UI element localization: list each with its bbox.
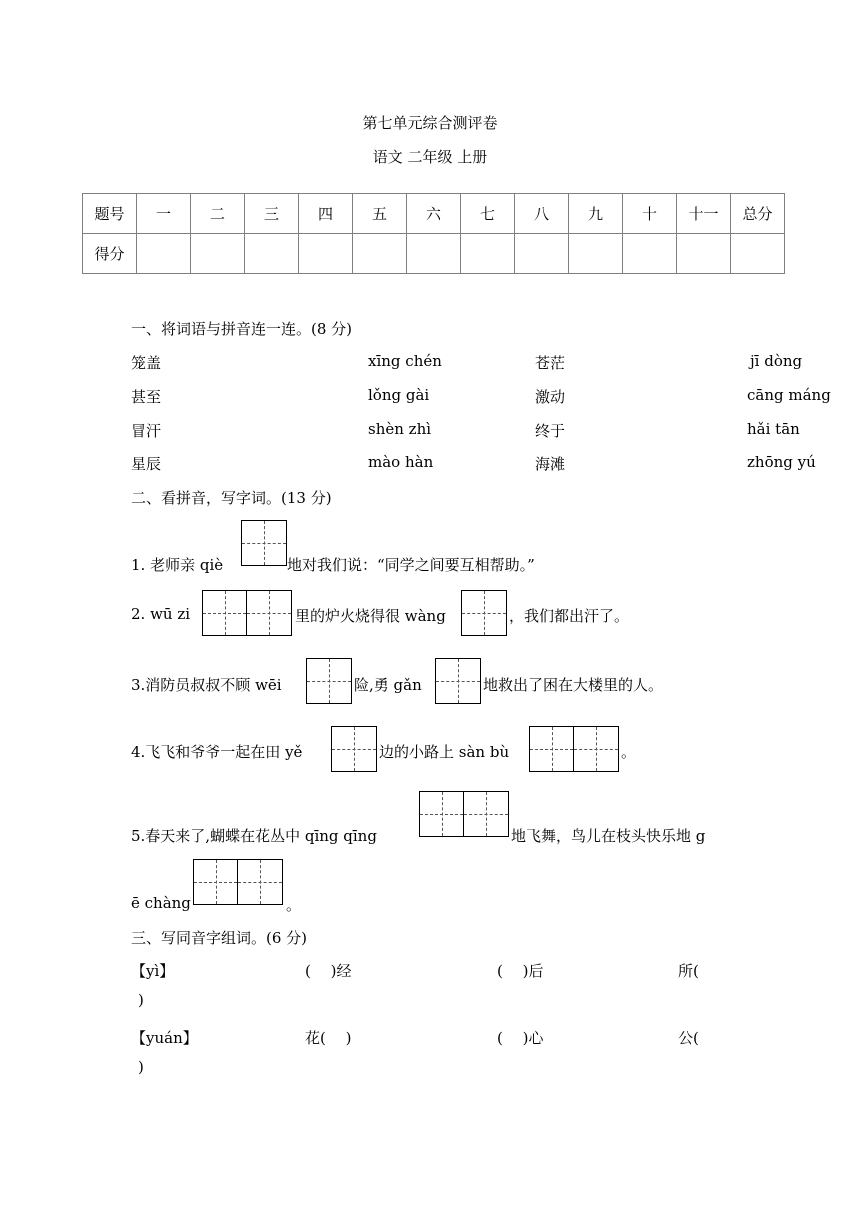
document-title: 第七单元综合测评卷 xyxy=(362,114,498,132)
question-text: ，我们都出汗了。 xyxy=(509,607,630,625)
word-item: 激动 xyxy=(535,388,566,406)
pinyin-item: lǒng gài xyxy=(368,386,430,404)
score-row-label: 得分 xyxy=(83,234,137,274)
word-item: 甚至 xyxy=(131,388,162,406)
question-text: 3.消防员叔叔不顾 wēi xyxy=(131,676,282,694)
pinyin-item: shèn zhì xyxy=(368,420,432,438)
question-text: 地对我们说：“同学之间要互相帮助。” xyxy=(287,556,535,574)
word-item: 苍茫 xyxy=(535,354,566,372)
score-cell xyxy=(191,234,245,274)
score-header-cell: 题号 xyxy=(83,194,137,234)
writing-box[interactable] xyxy=(241,520,287,566)
pinyin-item: hǎi tān xyxy=(747,420,800,438)
writing-box[interactable] xyxy=(461,590,507,636)
writing-box[interactable] xyxy=(529,726,619,772)
score-header-cell: 八 xyxy=(515,194,569,234)
question-text: 里的炉火烧得很 wàng xyxy=(295,607,446,625)
score-header-cell: 十一 xyxy=(677,194,731,234)
score-header-cell: 三 xyxy=(245,194,299,234)
word-item: 笼盖 xyxy=(131,354,162,372)
word-item: 终于 xyxy=(535,422,566,440)
question-text: ē chàng xyxy=(131,894,191,912)
homophone-blank-close: ) xyxy=(138,991,144,1009)
score-cell xyxy=(677,234,731,274)
question-text: 1. 老师亲 qiè xyxy=(131,556,224,574)
homophone-blank: 花( ) xyxy=(305,1029,352,1047)
word-item: 海滩 xyxy=(535,455,566,473)
score-cell xyxy=(731,234,785,274)
score-cell xyxy=(407,234,461,274)
score-header-cell: 六 xyxy=(407,194,461,234)
word-item: 冒汗 xyxy=(131,422,162,440)
homophone-blank: 公( xyxy=(678,1029,699,1047)
question-text: 4.飞飞和爷爷一起在田 yě xyxy=(131,743,303,761)
score-header-cell: 四 xyxy=(299,194,353,234)
section1-heading: 一、将词语与拼音连一连。(8 分) xyxy=(131,320,353,338)
homophone-blank-close: ) xyxy=(138,1058,144,1076)
question-text: 险,勇 gǎn xyxy=(354,676,422,694)
score-header-cell: 七 xyxy=(461,194,515,234)
score-header-cell: 一 xyxy=(137,194,191,234)
question-text: 地救出了困在大楼里的人。 xyxy=(483,676,664,694)
writing-box[interactable] xyxy=(331,726,377,772)
writing-box[interactable] xyxy=(193,859,283,905)
pinyin-item: jī dòng xyxy=(750,352,803,370)
pinyin-item: cāng máng xyxy=(747,386,831,404)
question-text: 地飞舞，鸟儿在枝头快乐地 g xyxy=(511,827,706,845)
question-text: 边的小路上 sàn bù xyxy=(379,743,510,761)
writing-box[interactable] xyxy=(435,658,481,704)
score-table-score-row xyxy=(83,234,785,274)
score-table xyxy=(82,193,785,274)
writing-box[interactable] xyxy=(419,791,509,837)
question-text: 2. wū zi xyxy=(131,605,191,623)
score-table-header-row xyxy=(83,194,785,234)
score-cell xyxy=(353,234,407,274)
writing-box[interactable] xyxy=(306,658,352,704)
word-item: 星辰 xyxy=(131,455,162,473)
document-subtitle: 语文 二年级 上册 xyxy=(372,148,488,166)
score-header-cell: 五 xyxy=(353,194,407,234)
score-cell xyxy=(137,234,191,274)
score-header-cell: 总分 xyxy=(731,194,785,234)
homophone-blank: 所( xyxy=(678,962,699,980)
score-cell xyxy=(515,234,569,274)
pinyin-item: zhōng yú xyxy=(747,453,816,471)
section3-heading: 三、写同音字组词。(6 分) xyxy=(131,929,308,947)
question-text: 。 xyxy=(621,743,637,761)
pinyin-item: xīng chén xyxy=(368,352,442,370)
writing-box[interactable] xyxy=(202,590,292,636)
score-cell xyxy=(623,234,677,274)
homophone-label: 【yuán】 xyxy=(131,1029,198,1047)
score-header-cell: 九 xyxy=(569,194,623,234)
score-cell xyxy=(245,234,299,274)
homophone-label: 【yì】 xyxy=(131,962,175,980)
pinyin-item: mào hàn xyxy=(368,453,434,471)
homophone-blank: ( )心 xyxy=(497,1029,544,1047)
score-cell xyxy=(299,234,353,274)
question-text: 。 xyxy=(286,896,302,914)
score-cell xyxy=(461,234,515,274)
score-header-cell: 二 xyxy=(191,194,245,234)
homophone-blank: ( )经 xyxy=(305,962,352,980)
score-cell xyxy=(569,234,623,274)
section2-heading: 二、看拼音，写字词。(13 分) xyxy=(131,489,332,507)
question-text: 5.春天来了,蝴蝶在花丛中 qīng qīng xyxy=(131,827,377,845)
homophone-blank: ( )后 xyxy=(497,962,544,980)
score-header-cell: 十 xyxy=(623,194,677,234)
